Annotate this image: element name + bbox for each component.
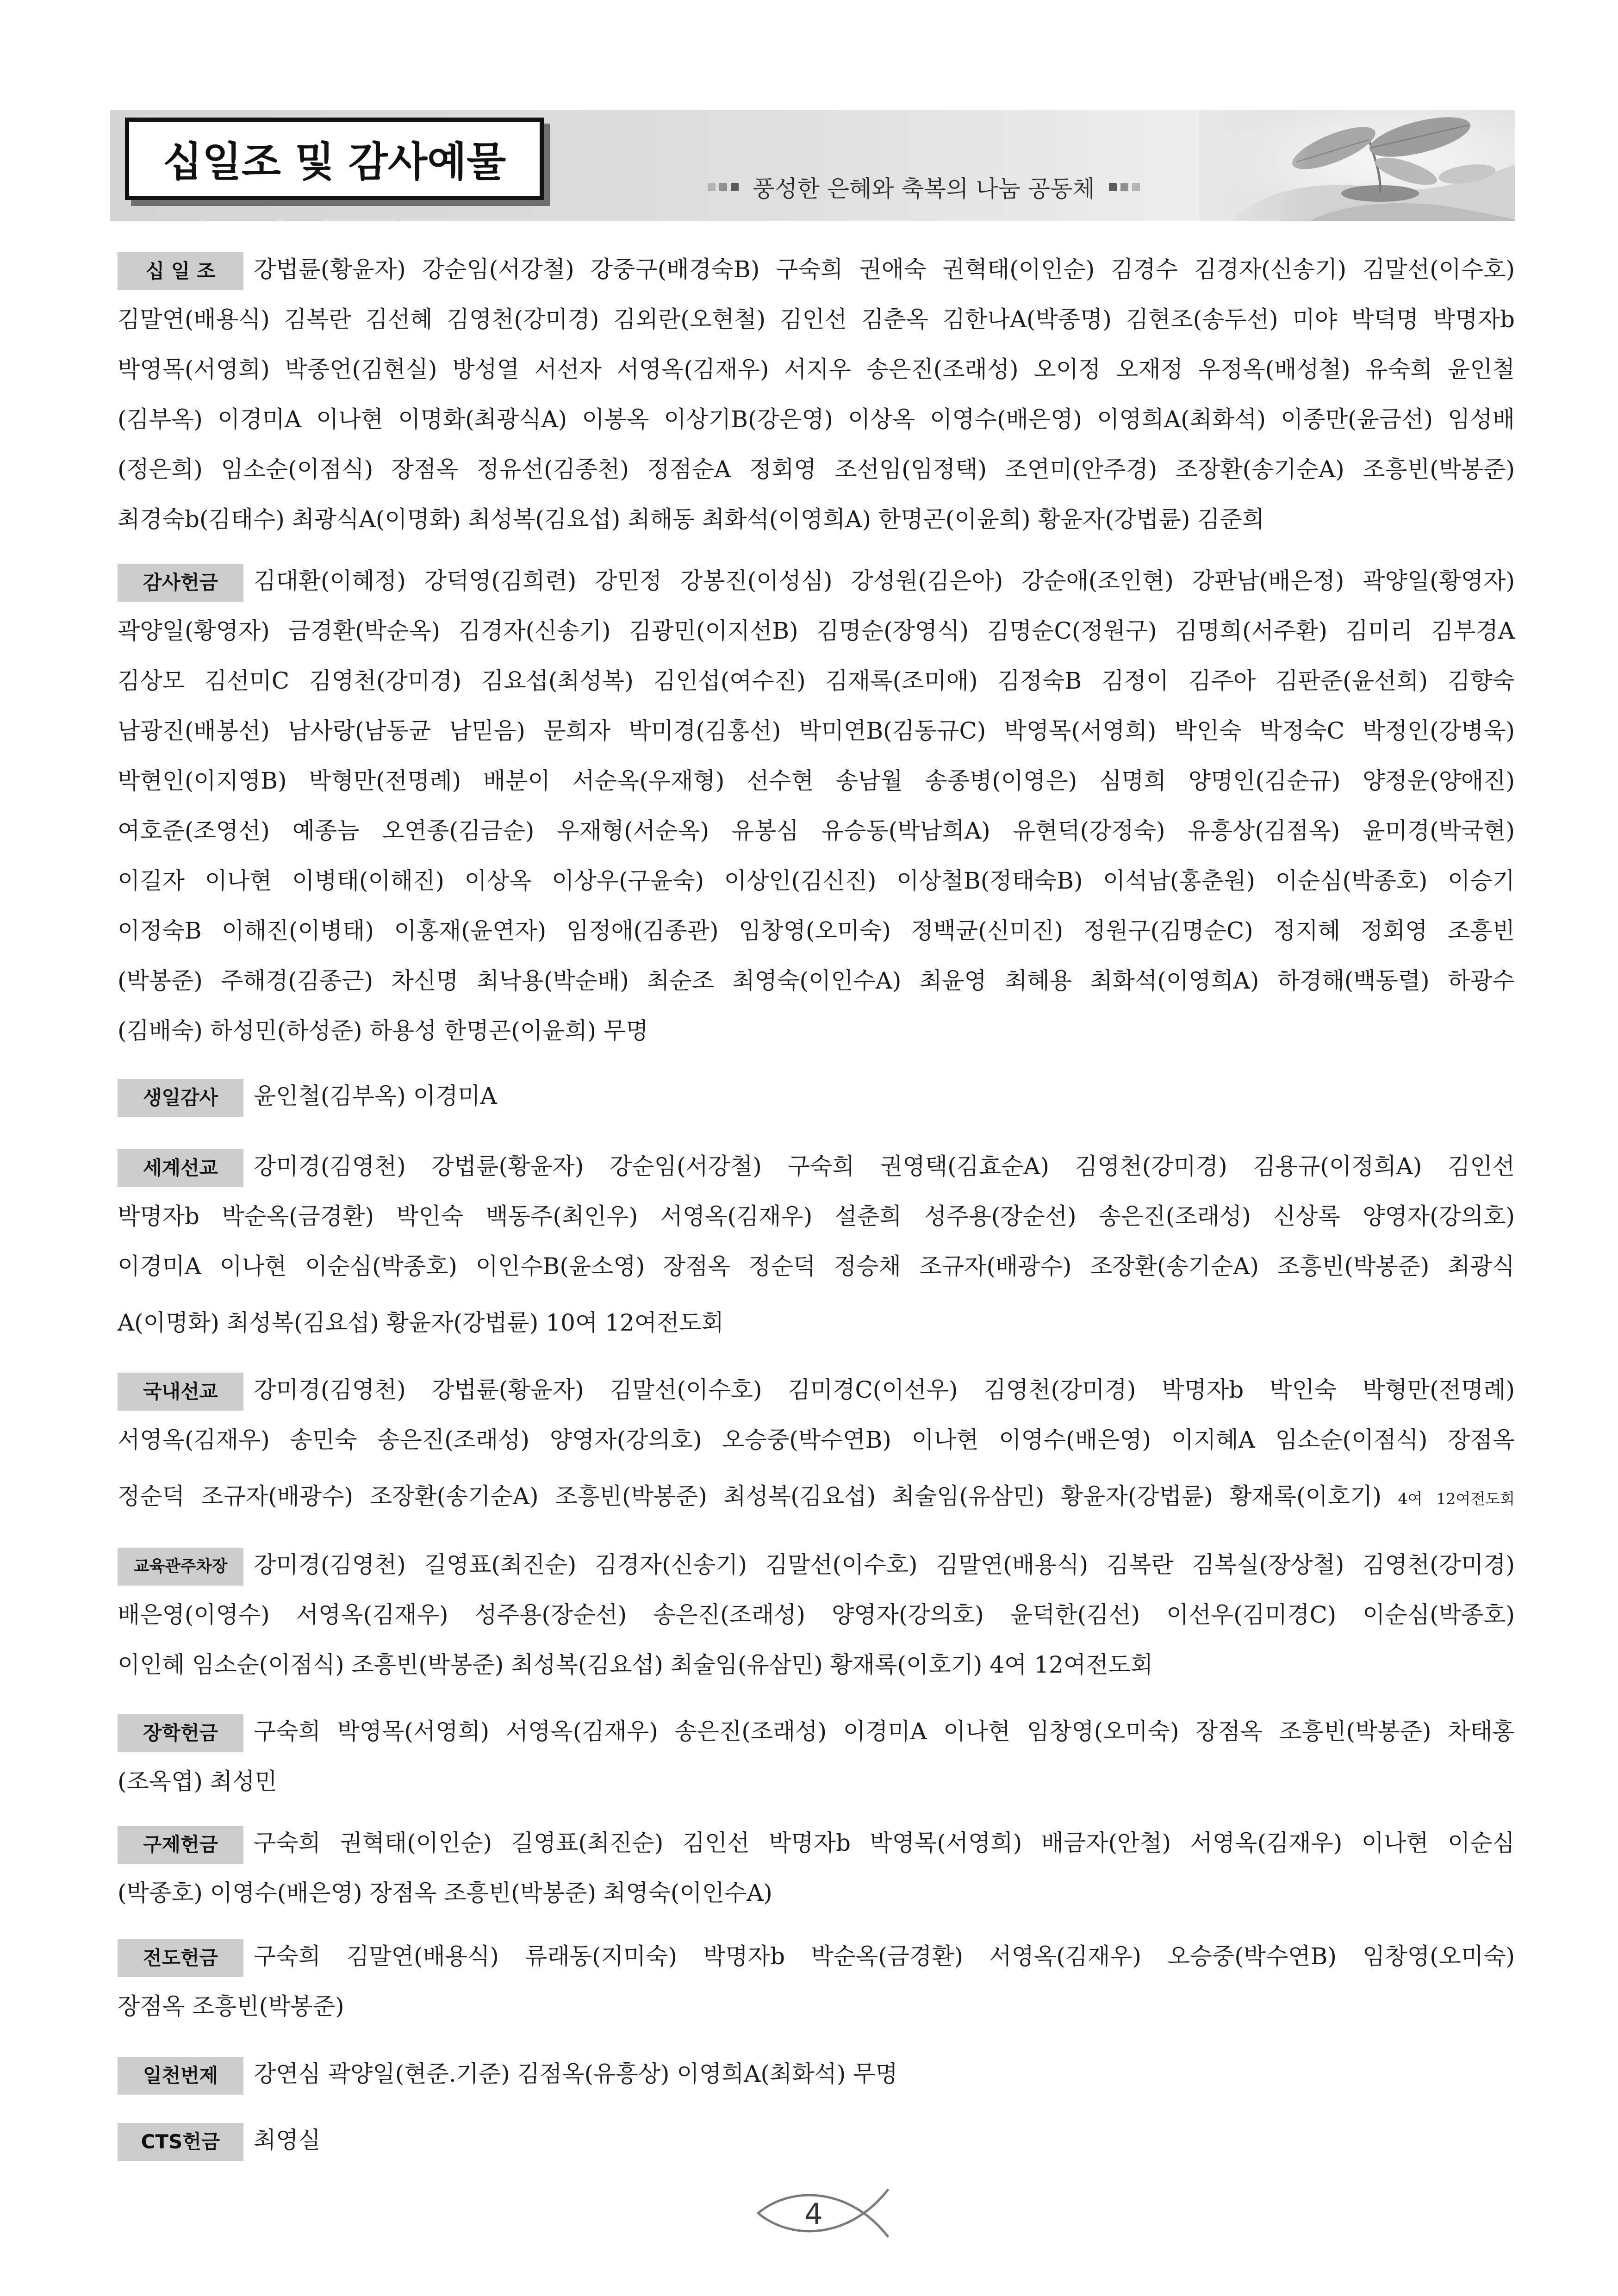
donor-names-line — [118, 1141, 1515, 1191]
section-label: 교육관주차장 — [118, 1548, 243, 1586]
donor-names-line: (김부옥) 이경미A 이나현 이명화(최광식A) 이봉옥 이상기B(강은영) 이상옥 이영수(배은영) 이영희A(최화석) 이종만(윤금선) 임성배 — [118, 406, 1515, 433]
donor-names-line: 박영목(서영희) 박종언(김현실) 방성열 서선자 서영옥(김재우) 서지우 송은진(조래성) 오이정 오재정 우정옥(배성철) 유숙희 윤인철 — [118, 356, 1515, 383]
section-label: CTS헌금 — [118, 2123, 243, 2161]
donor-names-line: (정은희) 임소순(이점식) 장점옥 정유선(김종천) 정점순A 정회영 조선임(임정택) 조연미(안주경) 조장환(송기순A) 조흥빈(박봉준) — [118, 456, 1515, 483]
donor-names-text: 윤인철(김부옥) 이경미A — [254, 1083, 497, 1109]
page-subtitle: 풍성한 은혜와 축복의 나눔 공동체 — [753, 175, 1095, 202]
section-world-mission — [118, 1141, 1515, 1348]
section-label: 장학헌금 — [118, 1714, 243, 1752]
section-birthday-thanks — [118, 1071, 1515, 1121]
donor-names-line: (김배숙) 하성민(하성준) 하용성 한명곤(이윤희) 무명 — [118, 1017, 648, 1044]
subtitle-bullets-right — [1107, 183, 1142, 191]
donor-names-line: (박종호) 이영수(배은영) 장점옥 조흥빈(박봉준) 최영숙(이인수A) — [118, 1879, 772, 1906]
section-label: 생일감사 — [118, 1079, 243, 1117]
section-cts-offering — [118, 2115, 1515, 2165]
donor-names-text: 강연심 곽양일(현준.기준) 김점옥(유흥상) 이영희A(최화석) 무명 — [254, 2060, 898, 2087]
section-domestic-mission — [118, 1365, 1515, 1524]
square-bullet-icon — [731, 183, 739, 191]
donor-names-line: 박현인(이지영B) 박형만(전명례) 배분이 서순옥(우재형) 선수현 송남월 송종병(이영은) 심명희 양명인(김순규) 양정운(양애진) — [118, 767, 1515, 794]
donor-names-line: 이길자 이나현 이병태(이해진) 이상옥 이상우(구윤숙) 이상인(김신진) 이상철B(정태숙B) 이석남(홍춘원) 이순심(박종호) 이승기 — [118, 867, 1515, 894]
small-group-note: 4여 12여전도회 — [1398, 1490, 1515, 1508]
donor-names-line: 이경미A 이나현 이순심(박종호) 이인수B(윤소영) 장점옥 정순덕 정승채 조규자(배광수) 조장환(송기순A) 조흥빈(박봉준) 최광식 — [118, 1253, 1515, 1280]
page-subtitle-group — [706, 168, 1142, 205]
donor-names-line — [118, 1471, 1515, 1524]
donor-names-text: 강미경(김영천) 강법륜(황윤자) 김말선(이수호) 김미경C(이선우) 김영천(강미경) 박명자b 박인숙 박형만(전명례) — [254, 1376, 1515, 1403]
donor-names-line: 서영옥(김재우) 송민숙 송은진(조래성) 양영자(강의호) 오승중(박수연B) 이나현 이영수(배은영) 이지혜A 임소순(이점식) 장점옥 — [118, 1426, 1515, 1453]
donor-names-line: 김상모 김선미C 김영천(강미경) 김요섭(최성복) 김인섭(여수진) 김재록(조미애) 김정숙B 김정이 김주아 김판준(윤선희) 김향숙 — [118, 667, 1515, 694]
donor-names-line: 김말연(배용식) 김복란 김선혜 김영천(강미경) 김외란(오현철) 김인선 김춘옥 김한나A(박종명) 김현조(송두선) 미야 박덕명 박명자b — [118, 306, 1515, 333]
donor-names-text: 강법륜(황윤자) 강순임(서강철) 강중구(배경숙B) 구숙희 권애숙 권혁태(이인순) 김경수 김경자(신송기) 김말선(이수호) — [254, 256, 1515, 283]
donor-names-text: 구숙희 권혁태(이인순) 길영표(최진순) 김인선 박명자b 박영목(서영희) 배금자(안철) 서영옥(김재우) 이나현 이순심 — [254, 1829, 1515, 1856]
donor-names-text: 최영실 — [254, 2127, 321, 2153]
square-bullet-icon — [1109, 183, 1117, 191]
donor-names-text: 강미경(김영천) 강법륜(황윤자) 강순임(서강철) 구숙희 권영택(김효순A) 김영천(강미경) 김용규(이정희A) 김인선 — [254, 1153, 1515, 1180]
donor-names-line: 박명자b 박순옥(금경환) 박인숙 백동주(최인우) 서영옥(김재우) 설춘희 성주용(장순선) 송은진(조래성) 신상록 양영자(강의호) — [118, 1203, 1515, 1230]
donor-names-line: 최경숙b(김태수) 최광식A(이명화) 최성복(김요섭) 최해동 최화석(이영희A) 한명곤(이윤희) 황윤자(강법륜) 김준희 — [118, 506, 1265, 533]
section-thanksgiving-offering — [118, 556, 1515, 1056]
page-number-footer — [754, 2184, 893, 2244]
section-label: 일천번제 — [118, 2057, 243, 2095]
donor-names-line — [118, 244, 1515, 294]
donor-names-line: 곽양일(황영자) 금경환(박순옥) 김경자(신송기) 김광민(이지선B) 김명순(장영식) 김명순C(정원구) 김명희(서주환) 김미리 김부경A — [118, 617, 1515, 644]
square-bullet-icon — [1120, 183, 1128, 191]
section-label: 십 일 조 — [118, 252, 243, 290]
donor-names-line — [118, 2115, 1515, 2165]
donor-names-line — [118, 2049, 1515, 2099]
donor-names-line: 이정숙B 이해진(이병태) 이홍재(윤연자) 임정애(김종관) 임창영(오미숙) 정백균(신미진) 정원구(김명순C) 정지혜 정회영 조흥빈 — [118, 917, 1515, 944]
donor-names-text: 구숙희 김말연(배용식) 류래동(지미숙) 박명자b 박순옥(금경환) 서영옥(김재우) 오승중(박수연B) 임창영(오미숙) — [254, 1943, 1515, 1970]
donor-names-text: 구숙희 박영목(서영희) 서영옥(김재우) 송은진(조래성) 이경미A 이나현 임창영(오미숙) 장점옥 조흥빈(박봉준) 차태홍 — [254, 1718, 1515, 1745]
donor-names-line: 배은영(이영수) 서영옥(김재우) 성주용(장순선) 송은진(조래성) 양영자(강의호) 윤덕한(김선) 이선우(김미경C) 이순심(박종호) — [118, 1601, 1515, 1628]
donor-names-line: A(이명화) 최성복(김요섭) 황윤자(강법륜) 10여 12여전도회 — [118, 1309, 724, 1336]
donor-names-line: 남광진(배봉선) 남사랑(남동균 남믿음) 문희자 박미경(김홍선) 박미연B(김동규C) 박영목(서영희) 박인숙 박정숙C 박정인(강병욱) — [118, 717, 1515, 744]
section-label: 감사헌금 — [118, 564, 243, 602]
donor-names-line — [118, 1931, 1515, 1981]
section-tithe — [118, 244, 1515, 544]
section-label: 전도헌금 — [118, 1939, 243, 1977]
donor-names-line: 여호준(조영선) 예종늠 오연종(김금순) 우재형(서순옥) 유봉심 유승동(박남희A) 유현덕(강정숙) 유흥상(김점옥) 윤미경(박국현) — [118, 817, 1515, 844]
section-scholarship-offering — [118, 1706, 1515, 1806]
square-bullet-icon — [1132, 183, 1140, 191]
donor-names-line — [118, 1540, 1515, 1590]
section-thousand-offering — [118, 2049, 1515, 2099]
donor-names-text: 김대환(이혜정) 강덕영(김희련) 강민정 강봉진(이성심) 강성원(김은아) 강순애(조인현) 강판남(배은정) 곽양일(황영자) — [254, 567, 1515, 594]
donor-names-line — [118, 1706, 1515, 1756]
donor-names-line — [118, 1818, 1515, 1868]
donor-names-line: (박봉준) 주해경(김종근) 차신명 최낙용(박순배) 최순조 최영숙(이인수A) 최윤영 최혜용 최화석(이영희A) 하경해(백동렬) 하광수 — [118, 967, 1515, 994]
donor-names-line: 장점옥 조흥빈(박봉준) — [118, 1993, 344, 2020]
page-title: 십일조 및 감사예물 — [162, 138, 506, 186]
donor-names-text: 정순덕 조규자(배광수) 조장환(송기순A) 조흥빈(박봉준) 최성복(김요섭) 최술임(유삼민) 황윤자(강법륜) 황재록(이호기) — [118, 1483, 1382, 1510]
page-header — [110, 110, 1515, 221]
page-title-box — [125, 118, 544, 200]
donor-names-line: (조옥엽) 최성민 — [118, 1768, 277, 1795]
section-relief-offering — [118, 1818, 1515, 1918]
section-evangelism-offering — [118, 1931, 1515, 2031]
square-bullet-icon — [719, 183, 727, 191]
donor-names-line — [118, 1071, 1515, 1121]
donor-names-line — [118, 1365, 1515, 1415]
donor-names-line: 이인혜 임소순(이점식) 조흥빈(박봉준) 최성복(김요섭) 최술임(유삼민) 황재록(이호기) 4여 12여전도회 — [118, 1651, 1153, 1678]
subtitle-bullets-left — [706, 183, 741, 191]
donor-names-line — [118, 556, 1515, 606]
plant-in-hands-image — [1199, 110, 1515, 221]
square-bullet-icon — [708, 183, 716, 191]
section-education-hall-parking — [118, 1540, 1515, 1690]
page-number: 4 — [804, 2197, 823, 2231]
donor-names-text: 강미경(김영천) 길영표(최진순) 김경자(신송기) 김말선(이수호) 김말연(배용식) 김복란 김복실(장상철) 김영천(강미경) — [254, 1551, 1515, 1578]
section-label: 국내선교 — [118, 1373, 243, 1411]
section-label: 세계선교 — [118, 1149, 243, 1187]
section-label: 구제헌금 — [118, 1826, 243, 1864]
